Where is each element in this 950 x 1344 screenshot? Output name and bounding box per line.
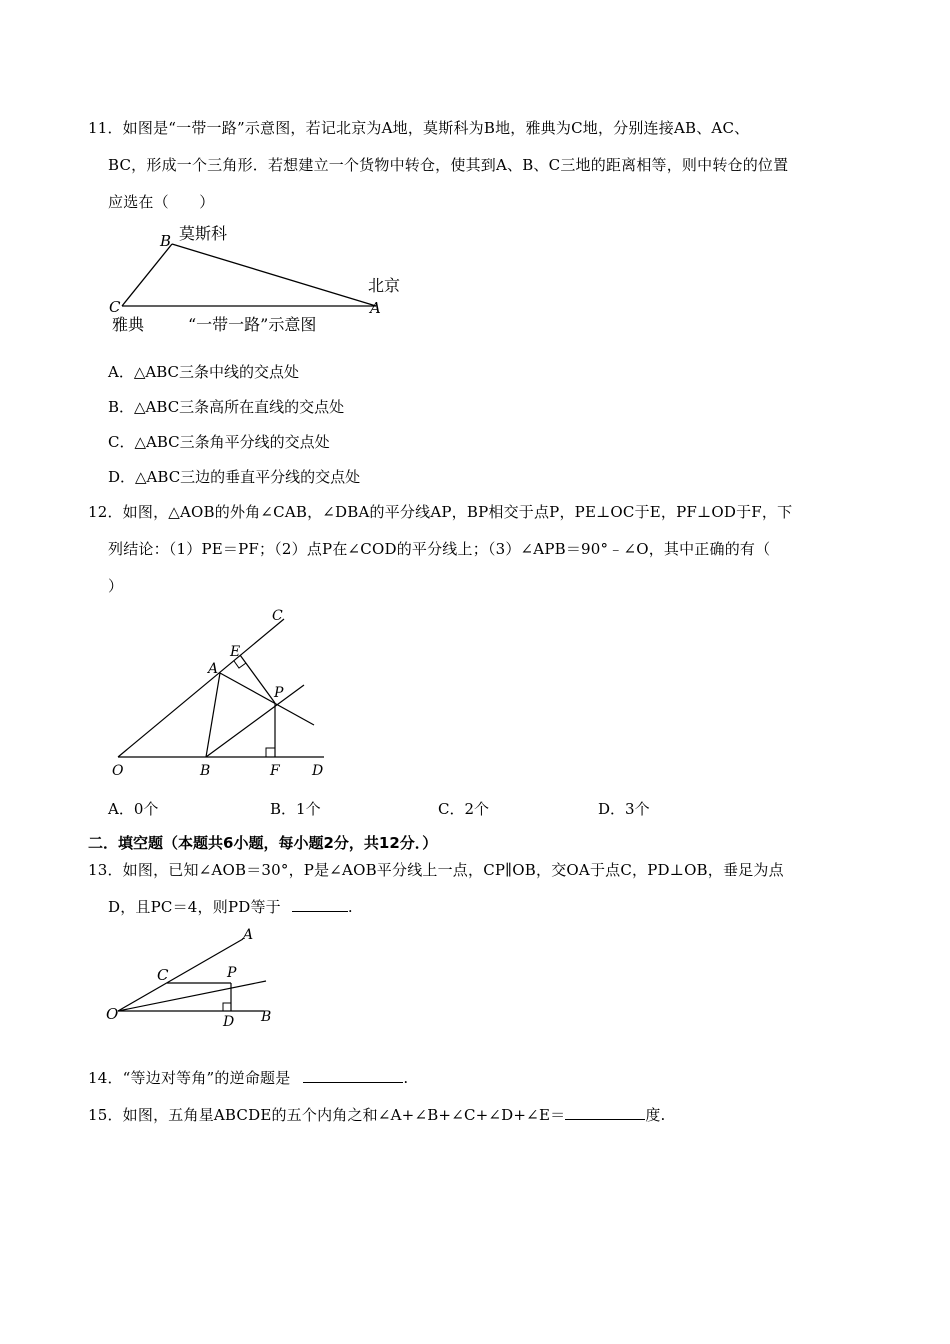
q15-answer-blank[interactable] xyxy=(565,1105,645,1120)
q11-line1: 11．如图是“一带一路”示意图，若记北京为A地，莫斯科为B地，雅典为C地，分别连接AB、AC、 xyxy=(88,119,750,137)
q11-label-athens: 雅典 xyxy=(112,315,145,334)
q12-label-O: O xyxy=(112,763,124,779)
question-15 xyxy=(88,1097,864,1134)
q13-label-P: P xyxy=(227,965,237,981)
q11-option-a: A．△ABC三条中线的交点处 xyxy=(108,363,299,381)
q11-label-beijing: 北京 xyxy=(368,276,401,295)
q12-line3: ） xyxy=(108,577,124,595)
q14-end: . xyxy=(403,1069,409,1087)
q11-option-c: C．△ABC三条角平分线的交点处 xyxy=(108,433,330,451)
q11-option-b: B．△ABC三条高所在直线的交点处 xyxy=(108,398,345,416)
q12-label-F: F xyxy=(270,763,280,779)
question-11 xyxy=(88,110,864,221)
q11-label-moscow: 莫斯科 xyxy=(179,224,228,243)
question-13 xyxy=(88,852,864,926)
q11-line2: BC，形成一个三角形．若想建立一个货物中转仓，使其到A、B、C三地的距离相等，则中转仓的位置 xyxy=(108,156,789,174)
q12-option-b: B．1个 xyxy=(270,800,321,818)
q12-ray-OC xyxy=(118,619,284,757)
q12-figure xyxy=(100,605,340,785)
q12-label-E: E xyxy=(230,644,241,660)
q11-caption: “一带一路”示意图 xyxy=(188,315,317,334)
section-2-heading: 二．填空题（本题共6小题，每小题2分，共12分．） xyxy=(88,834,438,852)
q12-right-angle-E xyxy=(234,661,246,668)
q12-right-angle-F xyxy=(266,748,275,757)
question-12 xyxy=(88,494,864,605)
q12-line1: 12．如图，△AOB的外角∠CAB，∠DBA的平分线AP，BP相交于点P，PE⊥OC于E，PF⊥OD于F，下 xyxy=(88,503,793,521)
q12-option-d: D．3个 xyxy=(598,800,650,818)
q13-label-O: O xyxy=(106,1005,119,1023)
q12-segment-PE xyxy=(240,655,275,703)
q15-text: 15．如图，五角星ABCDE的五个内角之和∠A+∠B+∠C+∠D+∠E＝ xyxy=(88,1106,566,1124)
q11-edge-BC xyxy=(122,244,172,306)
q13-line2-end: . xyxy=(347,898,353,916)
q13-bisector-OP xyxy=(118,981,266,1011)
q13-label-C: C xyxy=(157,966,169,984)
q13-label-D: D xyxy=(223,1014,235,1030)
q11-edge-BA xyxy=(172,244,376,306)
question-14 xyxy=(88,1060,864,1097)
q12-line2: 列结论：（1）PE＝PF；（2）点P在∠COD的平分线上；（3）∠APB＝90°﹣∠O，其中正确的有（ xyxy=(108,540,771,558)
q11-label-C: C xyxy=(109,298,121,316)
q12-label-D: D xyxy=(312,763,324,779)
q13-line2-wrap xyxy=(88,889,864,926)
q12-line-BP xyxy=(206,685,304,757)
q14-answer-blank[interactable] xyxy=(303,1068,403,1083)
q13-figure xyxy=(100,925,290,1035)
q12-segment-AB xyxy=(206,673,220,757)
q13-label-B: B xyxy=(261,1009,272,1025)
q12-option-c: C．2个 xyxy=(438,800,490,818)
q12-option-a: A．0个 xyxy=(108,800,159,818)
q12-line-AP xyxy=(220,673,314,725)
q11-label-A: A xyxy=(370,299,381,317)
q11-line3: 应选在（ ） xyxy=(108,193,215,211)
q12-label-C: C xyxy=(272,608,283,624)
q13-line1: 13．如图，已知∠AOB＝30°，P是∠AOB平分线上一点，CP∥OB，交OA于点C，PD⊥OB，垂足为点 xyxy=(88,861,784,879)
q11-option-d: D．△ABC三边的垂直平分线的交点处 xyxy=(108,468,361,486)
q14-text: 14．“等边对等角”的逆命题是 xyxy=(88,1069,291,1087)
q11-label-B: B xyxy=(160,232,172,250)
q13-label-A: A xyxy=(243,927,254,943)
q12-label-A: A xyxy=(208,661,219,677)
q12-label-P: P xyxy=(274,685,284,701)
q13-ray-OA xyxy=(118,939,243,1011)
q12-label-B: B xyxy=(200,763,211,779)
q13-line2: D，且PC＝4，则PD等于 xyxy=(108,898,281,916)
q15-end: 度. xyxy=(645,1106,666,1124)
q13-right-angle-D xyxy=(223,1003,231,1011)
q13-answer-blank[interactable] xyxy=(292,897,348,912)
q11-figure xyxy=(100,220,420,340)
